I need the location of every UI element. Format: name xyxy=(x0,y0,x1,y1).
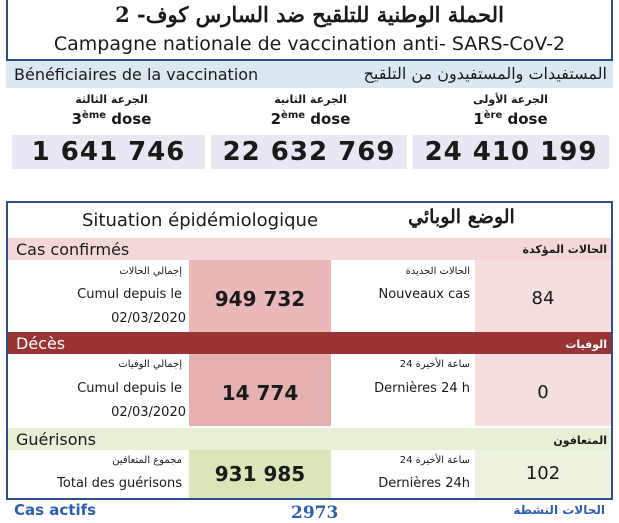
deces-cumul-fr: Cumul depuis le xyxy=(77,381,182,396)
epi-title-fr: Situation épidémiologique xyxy=(82,210,319,231)
confirmes-new-fr: Nouveaux cas xyxy=(378,287,470,302)
actifs-label-ar: الحالات النشطة xyxy=(513,503,605,517)
dose3-label-ar: الجرعة الثالثة xyxy=(75,93,148,106)
dose2-value: 22 632 769 xyxy=(211,135,407,169)
confirmes-new-ar: الحالات الجديدة xyxy=(405,266,470,277)
beneficiaires-label-ar: المستفيدات والمستفيدون من التلقيح xyxy=(363,64,607,83)
guerisons-cumul-value: 931 985 xyxy=(214,462,306,486)
dose3-value: 1 641 746 xyxy=(12,135,205,169)
dose2-label-ar: الجرعة الثانية xyxy=(274,93,347,106)
dose2-label-fr: 2ème dose xyxy=(270,110,351,128)
guerisons-cumul-ar: مجموع المتعافين xyxy=(112,455,182,466)
guerisons-band xyxy=(8,428,611,450)
guerisons-new-ar: 24 ساعة الأخيرة xyxy=(399,455,470,466)
beneficiaires-label-fr: Bénéficiaires de la vaccination xyxy=(14,65,259,84)
deces-cumul-ar: إجمالي الوفيات xyxy=(118,359,182,370)
title-arabic: الحملة الوطنية للتلقيح ضد السارس كوف- 2 xyxy=(115,2,504,27)
deces-new-ar: 24 ساعة الأخيرة xyxy=(399,359,470,370)
confirmes-cumul-date: 02/03/2020 xyxy=(111,311,186,326)
dose3-label-fr: 3ème dose xyxy=(71,110,152,128)
dose1-value: 24 410 199 xyxy=(413,135,609,169)
guerisons-new-fr: Dernières 24h xyxy=(378,476,470,491)
deces-new-fr: Dernières 24 h xyxy=(374,381,470,396)
guerisons-title-ar: المتعافون xyxy=(553,434,607,447)
confirmes-cumul-value: 949 732 xyxy=(214,287,306,311)
confirmes-cumul-fr: Cumul depuis le xyxy=(77,287,182,302)
guerisons-new-value: 102 xyxy=(525,463,561,484)
actifs-value: 2973 xyxy=(291,503,339,523)
deces-title-ar: الوفيات xyxy=(565,338,607,351)
deces-new-value: 0 xyxy=(537,382,549,403)
confirmes-new-value: 84 xyxy=(531,288,555,309)
dose1-label-ar: الجرعة الأولى xyxy=(473,93,548,106)
confirmes-cumul-ar: إجمالي الحالات xyxy=(119,266,182,277)
guerisons-title-fr: Guérisons xyxy=(16,430,97,449)
deces-band xyxy=(8,332,611,354)
title-french: Campagne nationale de vaccination anti- SARS-CoV-2 xyxy=(53,33,566,55)
actifs-label-fr: Cas actifs xyxy=(14,501,97,519)
confirmes-title-ar: الحالات المؤكدة xyxy=(522,243,607,256)
deces-cumul-value: 14 774 xyxy=(221,381,299,405)
deces-title-fr: Décès xyxy=(16,334,66,353)
epi-title-ar: الوضع الوبائي xyxy=(408,206,515,228)
deces-cumul-date: 02/03/2020 xyxy=(111,405,186,420)
guerisons-cumul-fr: Total des guérisons xyxy=(57,476,182,491)
confirmes-title-fr: Cas confirmés xyxy=(16,240,130,259)
dose1-label-fr: 1ère dose xyxy=(473,110,548,128)
